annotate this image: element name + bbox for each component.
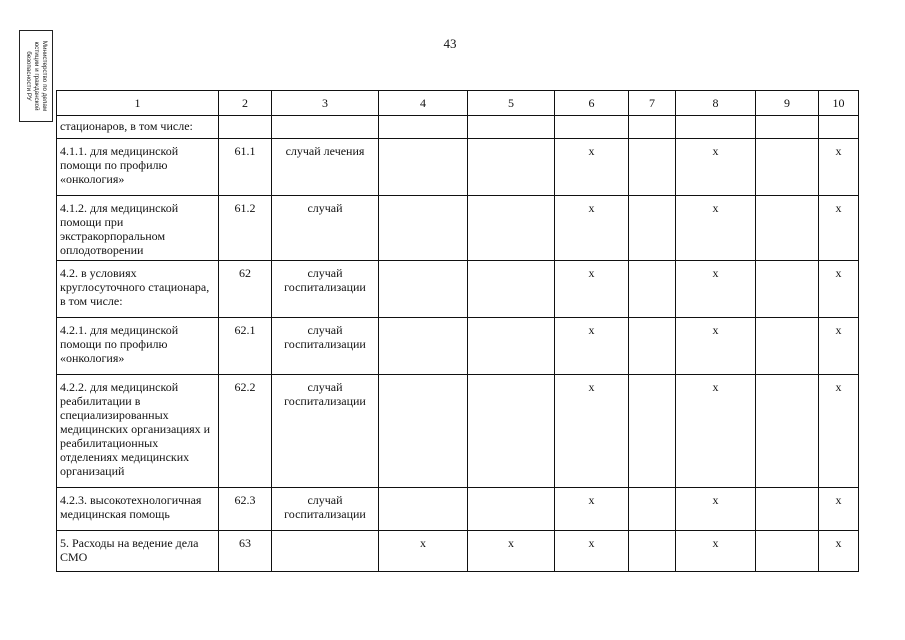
column-header: 8: [676, 91, 756, 116]
table-cell: 4.1.1. для медицинской помощи по профилю «онкология»: [57, 139, 219, 196]
table-cell: [272, 116, 379, 139]
column-header: 1: [57, 91, 219, 116]
table-cell: [468, 261, 555, 318]
table-cell: х: [379, 531, 468, 572]
table-cell: случай: [272, 196, 379, 261]
column-header: 10: [819, 91, 859, 116]
table-cell: х: [676, 531, 756, 572]
table-cell: х: [819, 261, 859, 318]
table-cell: х: [676, 196, 756, 261]
table-cell: х: [468, 531, 555, 572]
table-cell: [756, 375, 819, 488]
table-cell: х: [676, 261, 756, 318]
table-cell: х: [819, 196, 859, 261]
table-cell: 4.2. в условиях круглосуточного стационара, в том числе:: [57, 261, 219, 318]
stamp-text: [24, 31, 48, 121]
table-cell: [379, 318, 468, 375]
table-cell: 4.2.2. для медицинской реабилитации в специализированных медицинских организациях и реабилитационных отделениях медицинских организаций: [57, 375, 219, 488]
table-cell: 62.3: [219, 488, 272, 531]
table-cell: 5. Расходы на ведение дела СМО: [57, 531, 219, 572]
table-row: [57, 488, 859, 531]
table-cell: случай лечения: [272, 139, 379, 196]
table-cell: [629, 116, 676, 139]
table-cell: х: [819, 531, 859, 572]
table-cell: х: [676, 318, 756, 375]
table-cell: [468, 318, 555, 375]
table-cell: х: [555, 375, 629, 488]
table-cell: [272, 531, 379, 572]
table-cell: х: [819, 318, 859, 375]
table-cell: случай госпитализации: [272, 261, 379, 318]
table-row: [57, 116, 859, 139]
table-cell: [756, 261, 819, 318]
column-header: 7: [629, 91, 676, 116]
table-cell: х: [819, 139, 859, 196]
table-cell: [629, 375, 676, 488]
table-cell: х: [555, 139, 629, 196]
table-row: [57, 318, 859, 375]
table-cell: [819, 116, 859, 139]
table-cell: [468, 375, 555, 488]
table-cell: х: [676, 488, 756, 531]
table-cell: [468, 116, 555, 139]
table-cell: [468, 139, 555, 196]
table-row: [57, 139, 859, 196]
table-cell: случай госпитализации: [272, 488, 379, 531]
table-cell: [629, 261, 676, 318]
header-row: [57, 91, 859, 116]
table-cell: случай госпитализации: [272, 318, 379, 375]
table-cell: [379, 488, 468, 531]
data-table: [56, 90, 859, 572]
table-cell: х: [555, 196, 629, 261]
table-cell: [756, 116, 819, 139]
table-cell: х: [676, 375, 756, 488]
table-cell: [379, 196, 468, 261]
table-cell: х: [819, 375, 859, 488]
table-cell: х: [555, 261, 629, 318]
table-cell: 63: [219, 531, 272, 572]
stamp-line: Министерство по делам: [41, 40, 48, 112]
table-cell: х: [555, 488, 629, 531]
table-cell: [379, 139, 468, 196]
table-cell: [756, 488, 819, 531]
table-row: [57, 375, 859, 488]
table-cell: 4.2.3. высокотехнологичная медицинская помощь: [57, 488, 219, 531]
table-cell: [629, 139, 676, 196]
table-cell: [756, 531, 819, 572]
table-cell: 62.1: [219, 318, 272, 375]
table-cell: [629, 488, 676, 531]
column-header: 9: [756, 91, 819, 116]
table-cell: 62.2: [219, 375, 272, 488]
table-cell: х: [555, 531, 629, 572]
column-header: 2: [219, 91, 272, 116]
table-cell: [379, 116, 468, 139]
table-cell: [468, 488, 555, 531]
table-cell: 62: [219, 261, 272, 318]
table-row: [57, 531, 859, 572]
table-cell: х: [819, 488, 859, 531]
table-cell: [219, 116, 272, 139]
table-cell: 4.1.2. для медицинской помощи при экстракорпоральном оплодотворении: [57, 196, 219, 261]
table-cell: [468, 196, 555, 261]
column-header: 6: [555, 91, 629, 116]
table-cell: [629, 318, 676, 375]
table-cell: х: [555, 318, 629, 375]
table-cell: [756, 318, 819, 375]
table-row: [57, 196, 859, 261]
column-header: 5: [468, 91, 555, 116]
table-cell: [676, 116, 756, 139]
table-cell: 4.2.1. для медицинской помощи по профилю «онкология»: [57, 318, 219, 375]
page-number: 43: [443, 36, 457, 51]
stamp-line: безопасности РУ: [25, 51, 32, 101]
table-cell: [756, 139, 819, 196]
table-cell: [756, 196, 819, 261]
table-cell: х: [676, 139, 756, 196]
table-row: [57, 261, 859, 318]
table-cell: [379, 261, 468, 318]
table-cell: [629, 196, 676, 261]
table-cell: 61.1: [219, 139, 272, 196]
registration-stamp: [19, 30, 53, 122]
column-header: 3: [272, 91, 379, 116]
table-cell: случай госпитализации: [272, 375, 379, 488]
table-cell: 61.2: [219, 196, 272, 261]
table-cell: [379, 375, 468, 488]
stamp-line: юстиции и гражданской: [33, 41, 40, 111]
column-header: 4: [379, 91, 468, 116]
table-cell: стационаров, в том числе:: [57, 116, 219, 139]
table-cell: [555, 116, 629, 139]
table-cell: [629, 531, 676, 572]
